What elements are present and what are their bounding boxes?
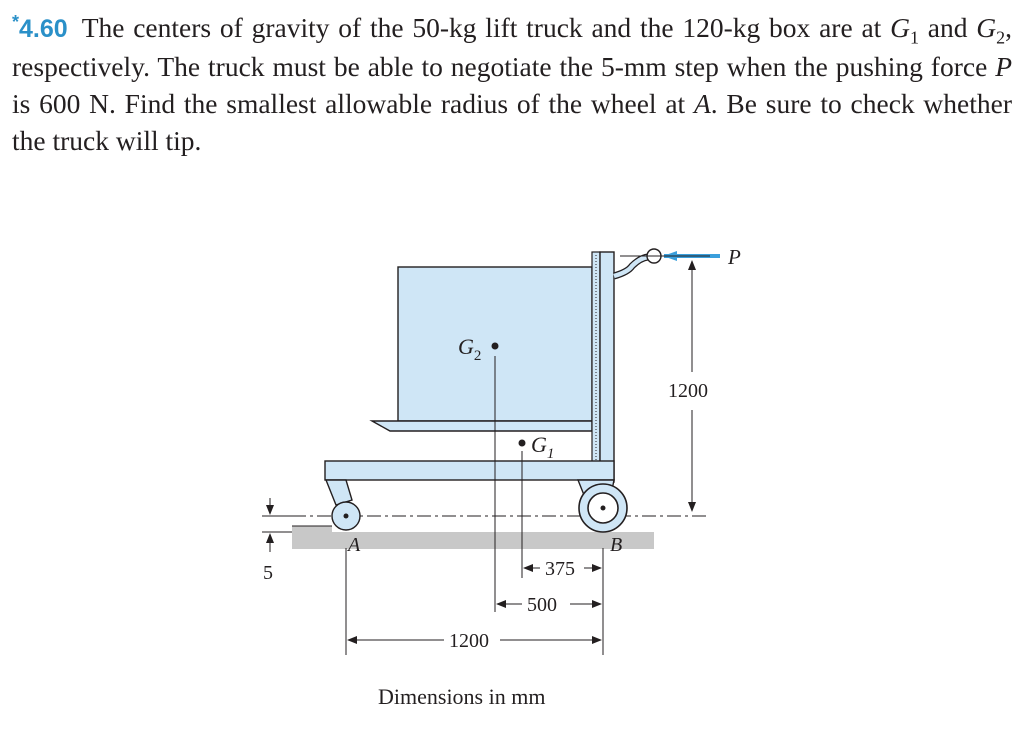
g2-label: $G_2$ [458,334,482,364]
force-p-label: P [728,245,741,269]
lift-platform [372,421,592,431]
dim-375-label: 375 [545,558,575,580]
g1-point [519,440,526,447]
g2-point [492,343,499,350]
caster-bracket [326,480,352,505]
truck-base [325,461,614,480]
problem-number: *4.60 [12,12,68,43]
ground [292,532,654,549]
step-dim-label: 5 [263,562,273,584]
point-a-label: A [348,534,361,556]
point-b-label: B [610,534,623,556]
dim-1200-label: 1200 [449,630,489,652]
figure-caption: Dimensions in mm [378,684,546,709]
g1-label: $G_1$ [531,432,555,462]
step [292,526,332,532]
dim-500-label: 500 [527,594,557,616]
problem-statement: *4.60 The centers of gravity of the 50-kg lift truck and the 120-kg box are at $G_1$ and $G_2$, respectively. The truck must be able to negotiate the 5-mm step when the pushing force P is 600 N. Find the smallest allowable radius of the wheel at A. Be sure to check whether the truck will tip. [12,12,1012,156]
mast-outer [600,252,614,482]
height-dim-label: 1200 [668,380,708,402]
